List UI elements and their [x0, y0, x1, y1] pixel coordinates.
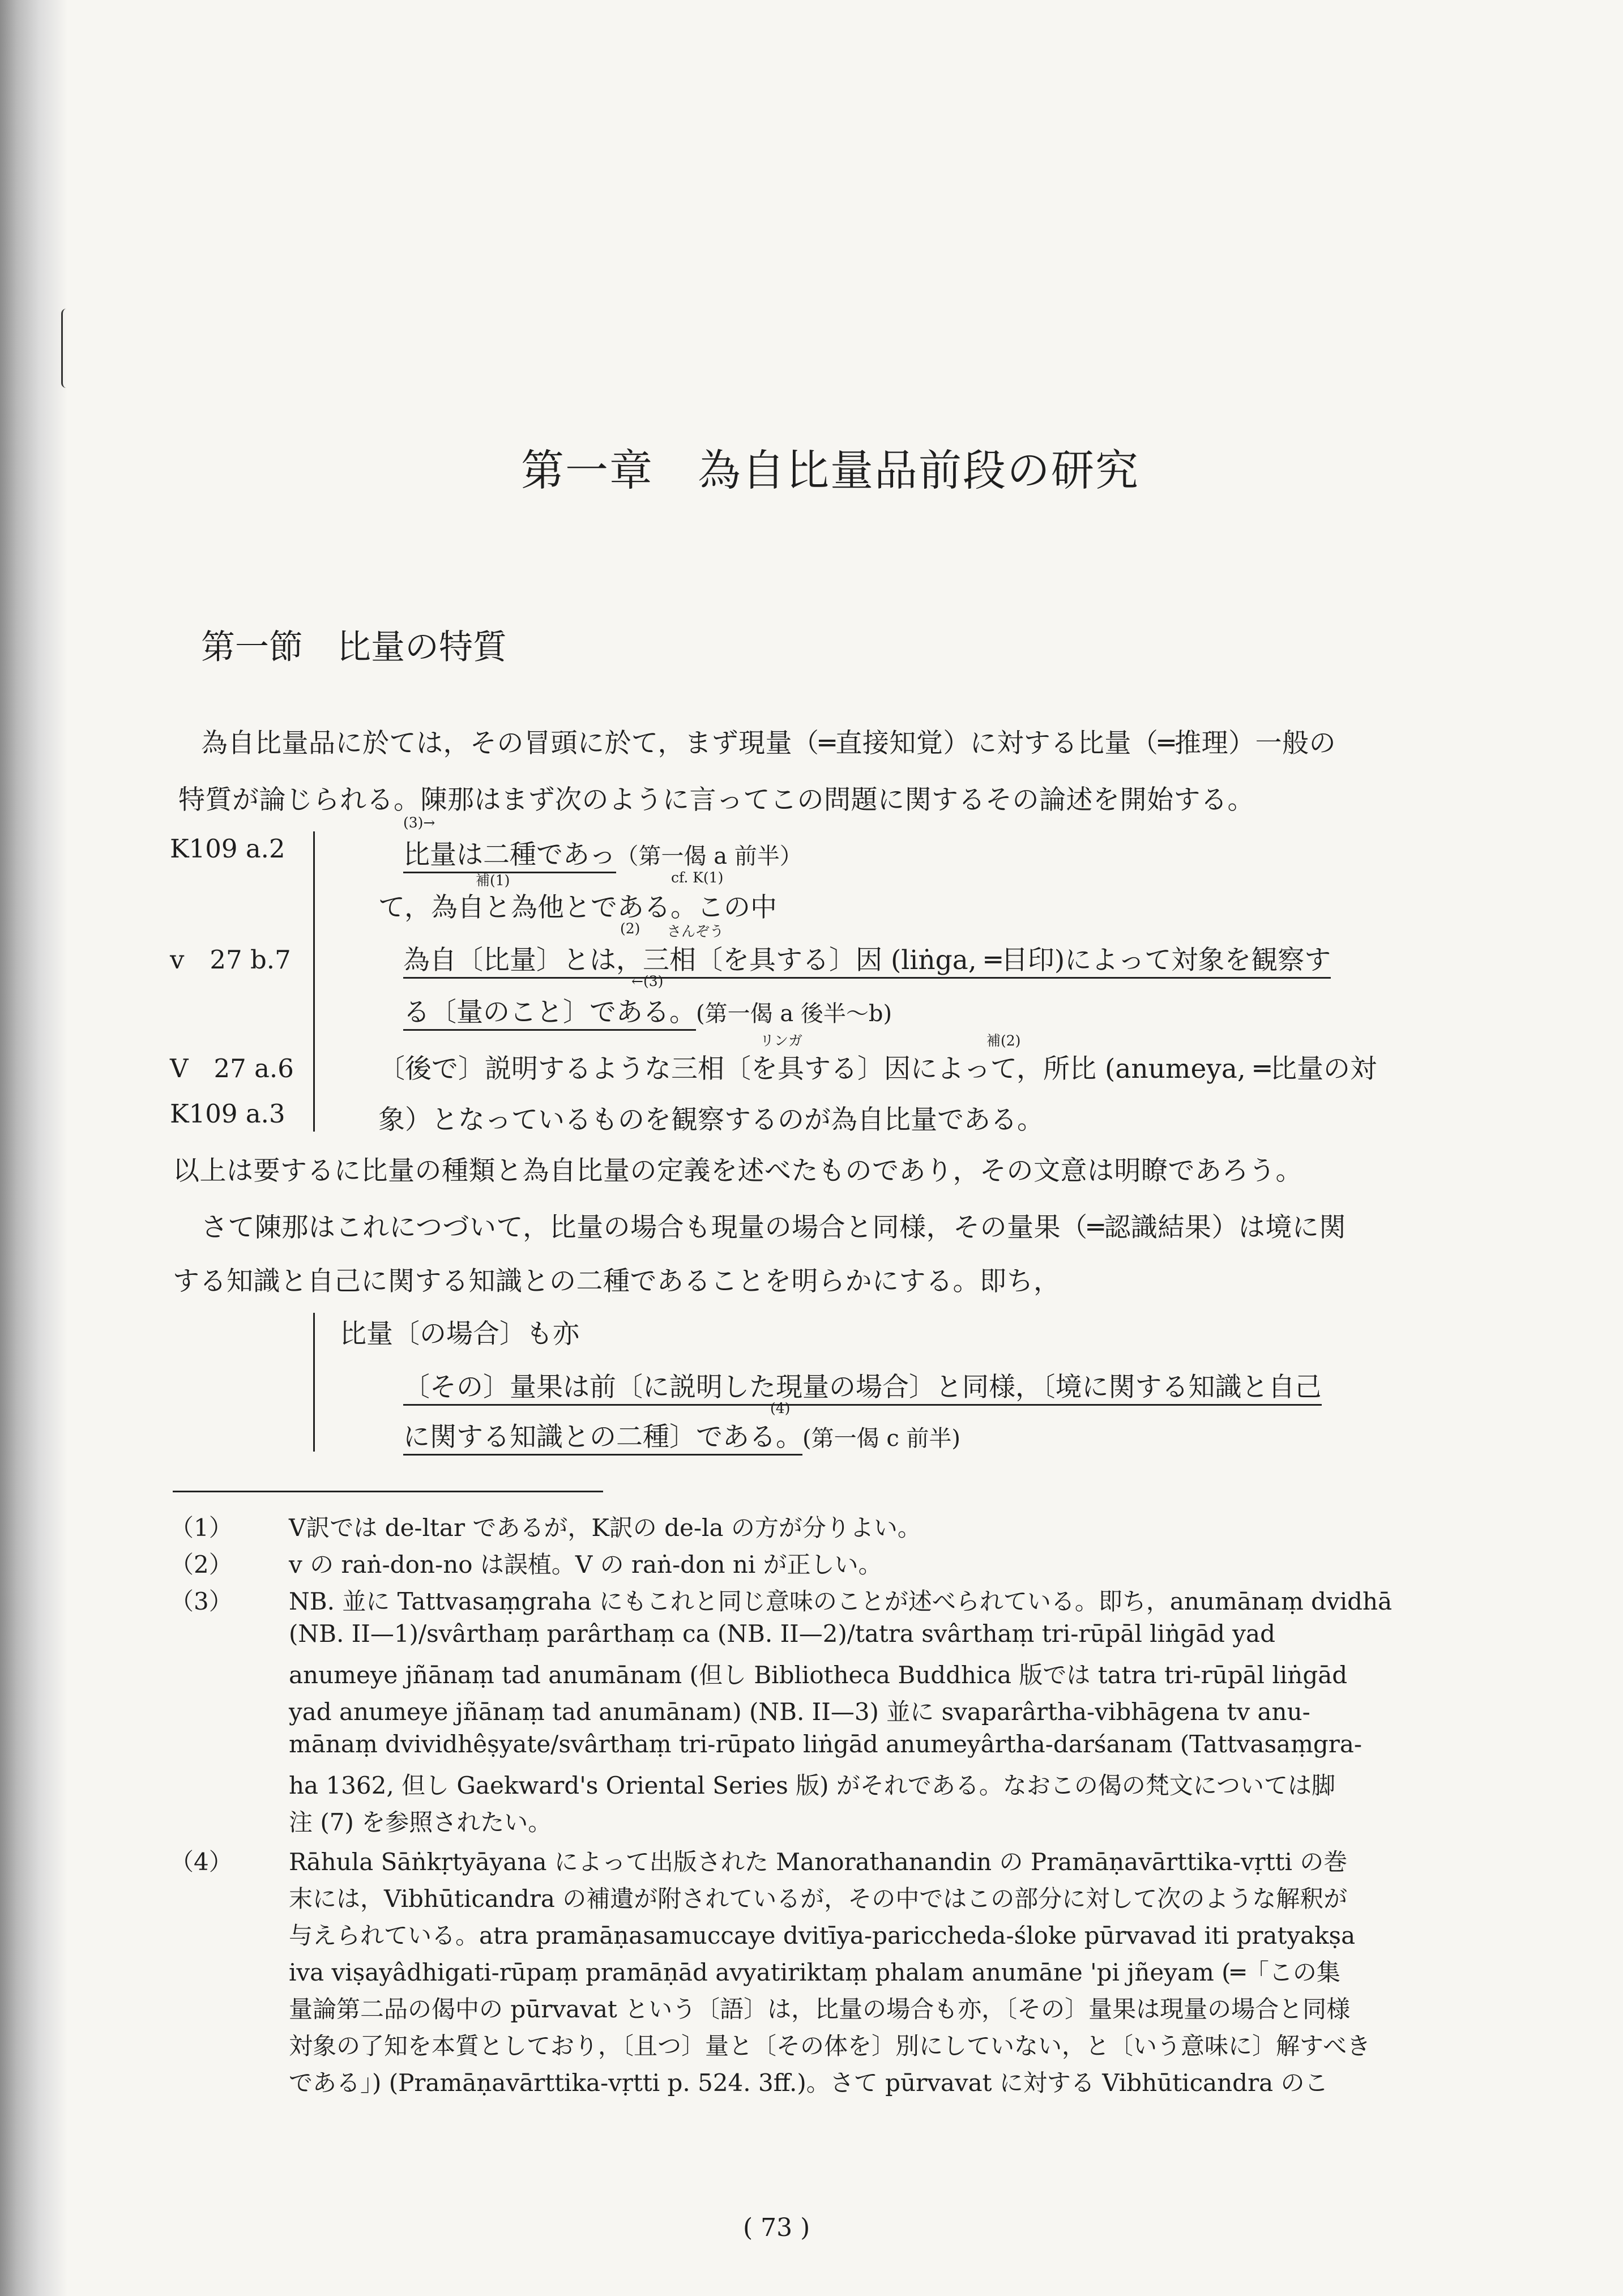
chapter-title: 第一章 為自比量品前段の研究 [521, 445, 1139, 496]
quote2-sup-4: (4) [770, 1400, 791, 1416]
quote1-ref-2: v 27 b.7 [170, 945, 291, 975]
footnote-3-line-2: (NB. II—1)/svârthaṃ parârthaṃ ca (NB. II—2)/tatra svârthaṃ tri-rūpāl liṅgād yad [289, 1620, 1275, 1648]
footnote-2-line-1: v の raṅ-don-no は誤植。V の raṅ-don ni が正しい。 [289, 1551, 882, 1578]
quote1-line-2: て，為自と為他とである。この中 [378, 892, 778, 923]
quote2-line-3: に関する知識との二種〕である。(第一偈 c 前半) [403, 1416, 960, 1454]
quote1-line-6: 象）となっているものを観察するのが為自比量である。 [378, 1104, 1044, 1136]
footnote-rule [173, 1491, 603, 1492]
para3-line-2: する知識と自己に関する知識との二種であることを明らかにする。即ち， [173, 1266, 1061, 1297]
quote1-sup-3: (3)→ [403, 814, 435, 831]
footnote-3-line-5: mānaṃ dvividhêṣyate/svârthaṃ tri-rūpato liṅgād anumeyârtha-darśanam (Tattvasaṃgra- [289, 1730, 1363, 1758]
footnote-1-number: （1） [170, 1514, 233, 1542]
quote1-sup-2: (2) [620, 920, 640, 937]
quote1-ref-4: K109 a.3 [170, 1099, 285, 1129]
quote1-line-5: 〔後で〕説明するような三相〔を具する〕因によって，所比 (anumeya, ═比量の対 [378, 1053, 1377, 1085]
footnote-2-number: （2） [170, 1551, 233, 1578]
quote1-line-3: 為自〔比量〕とは，三相〔を具する〕因 (liṅga, ═目印)によって対象を観察す [403, 939, 1331, 977]
quote2-line-1: 比量〔の場合〕も亦 [340, 1318, 579, 1350]
quote1-line-4-note: (第一偈 a 後半〜b) [696, 1001, 892, 1027]
quote2-line-3-note: (第一偈 c 前半) [802, 1426, 961, 1452]
footnote-4-line-6: 対象の了知を本質としており，〔且つ〕量と〔その体を〕別にしていない，と〔いう意味に〕解すべき [289, 2032, 1371, 2060]
quote1-line-1 [403, 834, 802, 872]
quote1-line-4: る〔量のこと〕である。(第一偈 a 後半〜b) [403, 991, 892, 1029]
intro-line-1: 為自比量品に於ては，その冒頭に於て，まず現量（═直接知覚）に対する比量（═推理）一般の [201, 728, 1336, 759]
footnote-4-line-3: 与えられている。atra pramāṇasamuccaye dvitīya-pariccheda-śloke pūrvavad iti pratyakṣa [289, 1922, 1356, 1949]
quote2-vertical-rule [313, 1313, 315, 1452]
section-title: 第一節 比量の特質 [201, 628, 507, 667]
quote1-line-1-note: （第一偈 a 前半） [616, 843, 802, 869]
para3-line-1: さて陳那はこれにつづいて，比量の場合も現量の場合と同様，その量果（═認識結果）は境に関 [201, 1212, 1346, 1243]
footnote-4-line-4: iva viṣayâdhigati-rūpaṃ pramāṇād avyatiriktaṃ phalam anumāne 'pi jñeyam (═「この集 [289, 1958, 1340, 1986]
quote1-vertical-rule [313, 831, 315, 1132]
quote1-line-1-main: 比量は二種であっ [403, 839, 616, 873]
scan-shadow [0, 0, 68, 2296]
quote1-sup-sanzou: さんぞう [667, 923, 724, 940]
quote1-sup-hou1: 補(1) [476, 872, 510, 889]
footnote-4-line-5: 量論第二品の偈中の pūrvavat という〔語〕は，比量の場合も亦，〔その〕量果は現量の場合と同様 [289, 1995, 1351, 2023]
quote1-ref-1: K109 a.2 [170, 834, 285, 864]
footnote-4-line-7: である」) (Pramāṇavārttika-vṛtti p. 524. 3ff.)。さて pūrvavat に対する Vibhūticandra のこ [289, 2069, 1329, 2097]
footnote-4-line-1: Rāhula Sāṅkṛtyāyana によって出版された Manorathanandin の Pramāṇavārttika-vṛtti の巻 [289, 1848, 1348, 1876]
footnote-3-line-3: anumeye jñānaṃ tad anumānam (但し Bibliotheca Buddhica 版では tatra tri-rūpāl liṅgād [289, 1661, 1348, 1689]
quote1-sup-ringa: リンガ [760, 1032, 803, 1049]
quote1-sup-back3: ←(3) [631, 973, 664, 989]
footnote-1-line-1: V訳では de-ltar であるが，K訳の de-la の方が分りよい。 [289, 1514, 921, 1542]
footnote-3-number: （3） [170, 1587, 233, 1615]
footnote-4-number: （4） [170, 1848, 233, 1876]
footnote-3-line-7: 注 (7) を参照されたい。 [289, 1808, 552, 1836]
footnote-4-line-2: 末には，Vibhūticandra の補遺が附されているが，その中ではこの部分に対して次のような解釈が [289, 1885, 1348, 1913]
footnote-3-line-6: ha 1362, 但し Gaekward's Oriental Series 版) がそれである。なおこの偈の梵文については脚 [289, 1772, 1336, 1799]
quote1-sup-cfK1: cf. K(1) [671, 869, 724, 886]
intro-line-2: 特質が論じられる。陳那はまず次のように言ってこの問題に関するその論述を開始する。 [178, 784, 1254, 816]
footnote-3-line-4: yad anumeye jñānaṃ tad anumānam) (NB. II—3) 並に svaparârtha-vibhāgena tv anu- [289, 1698, 1310, 1726]
margin-pencil-mark [61, 309, 66, 388]
para2: 以上は要するに比量の種類と為自比量の定義を述べたものであり，その文意は明瞭であろう。 [173, 1155, 1302, 1187]
quote2-line-2: 〔その〕量果は前〔に説明した現量の場合〕と同様，〔境に関する知識と自己 [403, 1366, 1322, 1404]
footnote-3-line-1: NB. 並に Tattvasaṃgraha にもこれと同じ意味のことが述べられている。即ち，anumānaṃ dvidhā [289, 1587, 1393, 1615]
quote1-ref-3: V 27 a.6 [170, 1053, 294, 1083]
quote1-sup-hou2: 補(2) [986, 1032, 1021, 1049]
page-number: ( 73 ) [743, 2213, 810, 2242]
